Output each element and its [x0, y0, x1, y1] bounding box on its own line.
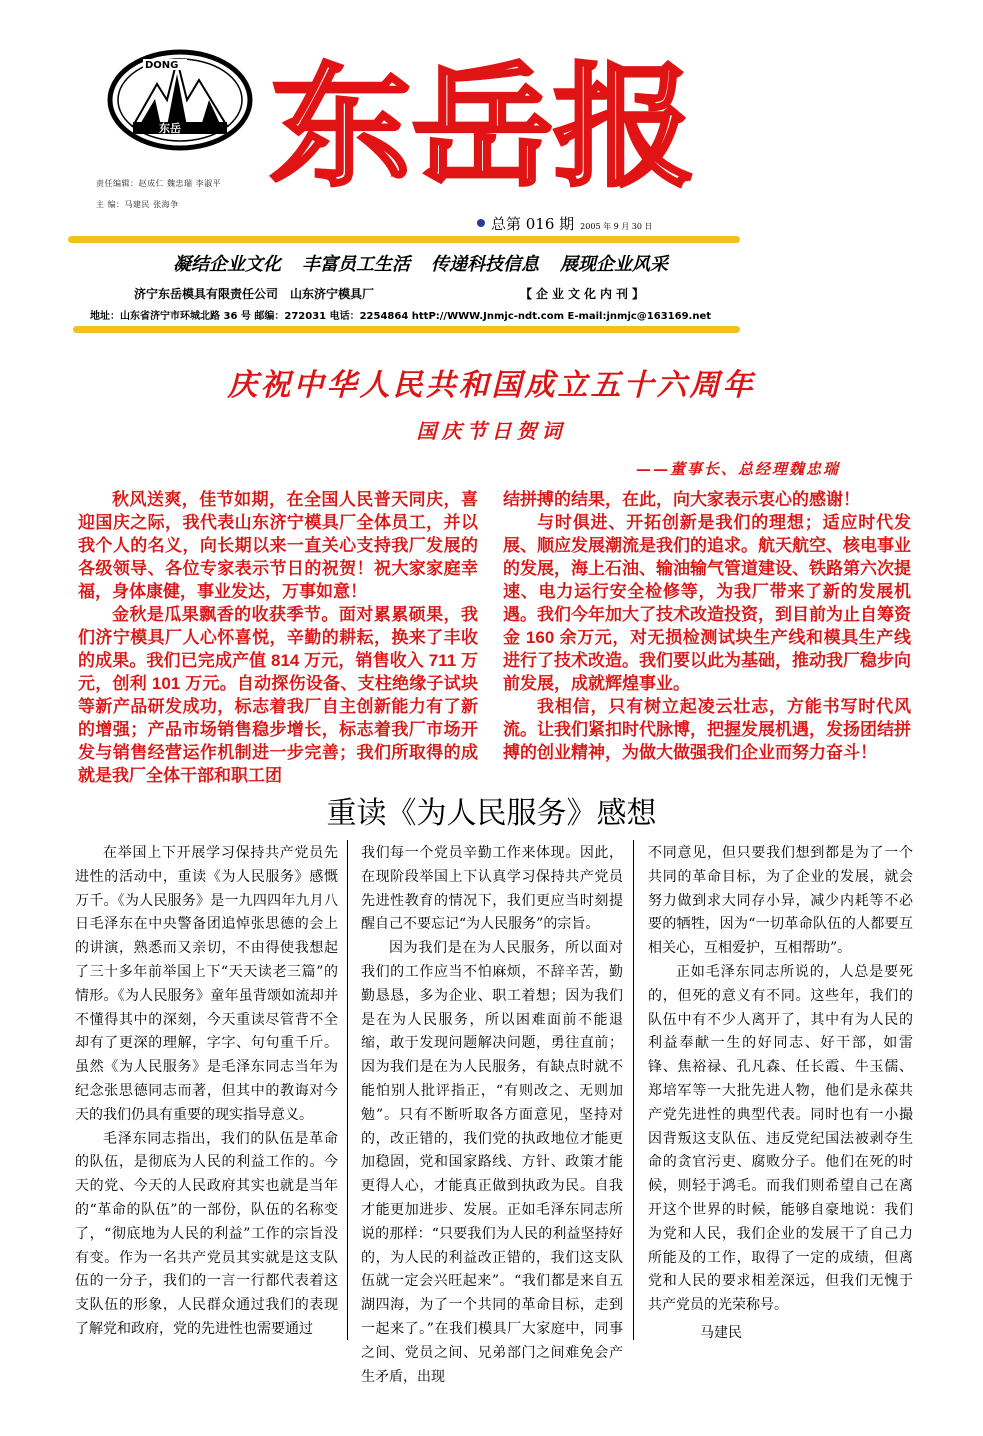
slogan-item: 展现企业风采	[560, 254, 668, 275]
article-column-3	[648, 842, 913, 1314]
dongyue-logo	[105, 44, 255, 154]
byline: ——董事长、总经理魏忠瑞	[635, 460, 840, 478]
header-rule-top	[68, 236, 740, 243]
article-paragraph: 不同意见，但只要我们想到都是为了一个共同的革命目标，为了企业的发展，就会努力做到求大同存小异，减少内耗等不必要的牺牲，因为“一切革命队伍的人都要互相关心，互相爱护，互相帮助”。	[648, 845, 913, 957]
issue-number: 总第 016 期	[491, 215, 575, 233]
column-divider	[347, 840, 348, 1340]
masthead-title-text: 东岳报	[270, 50, 695, 205]
column-divider	[633, 840, 634, 1340]
slogan-item: 传递科技信息	[431, 254, 539, 275]
issue-date: 2005 年 9 月 30 日	[580, 222, 653, 231]
article-column-1	[75, 842, 338, 1342]
company-name: 济宁东岳模具有限责任公司	[134, 287, 279, 301]
article-title: 重读《为人民服务》感想	[326, 796, 657, 831]
company-name: 山东济宁模具厂	[290, 287, 375, 301]
article-paragraph: 正如毛泽东同志所说的，人总是要死的，但死的意义有不同。这些年，我们的队伍中有不少人离开了，其中有为人民的利益奉献一生的好同志、好干部，如雷锋、焦裕禄、孔凡森、任长霞、牛玉儒、郑培军等一大批先进人物，他们是永葆共产党先进性的典型代表。同时也有一小撮因背叛这支队伍、违反党纪国法被剥夺生命的贪官污吏、腐败分子。他们在死的时候，则轻于鸿毛。而我们则希望自己在离开这个世界的时候，能够自豪地说：我们为党和人民，我们企业的发展干了自己力所能及的工作，取得了一定的成绩，但离党和人民的要求相差深远，但我们无愧于共产党员的光荣称号。	[648, 963, 913, 1314]
greeting-paragraph: 与时俱进、开拓创新是我们的理想；适应时代发展、顺应发展潮流是我们的追求。航天航空、核电事业的发展，海上石油、输油输气管道建设、铁路第六次提速、电力运行安全检修等，为我厂带来了新的发展机遇。我们今年加大了技术改造投资，到目前为止自筹资金 160 余万元，对无损检测试块生产线和模具生产线进行了技术改造。我们要以此为基础，推动我厂稳步向前发展，成就辉煌事业。	[503, 513, 911, 693]
greeting-paragraph: 我相信，只有树立起凌云壮志，方能书写时代风流。让我们紧扣时代脉博，把握发展机遇，发扬团结拼搏的创业精神，为做大做强我们企业而努力奋斗！	[503, 697, 911, 762]
editor-line-1: 责任编辑：赵成仁 魏忠瑞 李淑平	[96, 179, 222, 188]
bullet-icon	[477, 219, 485, 227]
slogan-item: 丰富员工生活	[302, 254, 410, 275]
article-author: 马建民	[700, 1325, 742, 1341]
article-paragraph: 毛泽东同志指出，我们的队伍是革命的队伍，是彻底为人民的利益工作的。今天的党、今天的人民政府其实也就是当年的“革命的队伍”的一部份，队伍的名称变了，“彻底地为人民的利益”工作的宗旨没有变。作为一名共产党员其实就是这支队伍的一分子，我们的一言一行都代表着这支队伍的形象，人民群众通过我们的表现了解党和政府，党的先进性也需要通过	[75, 1130, 338, 1337]
subheadline: 国庆节日贺词	[416, 419, 567, 443]
company-names	[134, 285, 386, 302]
logo-text-top: DONG	[145, 60, 179, 71]
greeting-paragraph: 秋风送爽，佳节如期，在全国人民普天同庆，喜迎国庆之际，我代表山东济宁模具厂全体员工，并以我个人的名义，向长期以来一直关心支持我厂发展的各级领导、各位专家表示节日的祝贺！祝大家家庭幸福，身体康健，事业发达，万事如意！	[78, 490, 478, 601]
article-paragraph: 我们每一个党员辛勤工作来体现。因此，在现阶段举国上下认真学习保持共产党员先进性教育的情况下，我们更应当时刻提醒自己不要忘记“为人民服务”的宗旨。	[361, 845, 623, 933]
headline: 庆祝中华人民共和国成立五十六周年	[227, 368, 756, 403]
issue-info	[477, 213, 653, 234]
article-paragraph: 因为我们是在为人民服务，所以面对我们的工作应当不怕麻烦，不辞辛苦，勤勤恳恳，多为企业、职工着想；因为我们是在为人民服务，所以困难面前不能退缩，敢于发现问题解决问题，勇往直前；因为我们是在为人民服务，有缺点时就不能怕别人批评指正，“有则改之、无则加勉”。只有不断听取各方面意见，坚持对的，改正错的，我们党的执政地位才能更加稳固，党和国家路线、方针、政策才能更得人心，才能真正做到执政为民。自我才能更加进步、发展。正如毛泽东同志所说的那样：“只要我们为人民的利益坚持好的，为人民的利益改正错的，我们这支队伍就一定会兴旺起来”。“我们都是来自五湖四海，为了一个共同的革命目标，走到一起来了。”在我们模具厂大家庭中，同事之间、党员之间、兄弟部门之间难免会产生矛盾，出现	[361, 940, 623, 1385]
editor-line-2: 主 编：马建民 张海争	[96, 200, 179, 209]
article-column-2	[361, 842, 623, 1385]
logo-text-bottom: 东岳	[159, 122, 181, 135]
header-rule-bottom	[73, 326, 740, 333]
slogan	[173, 250, 689, 276]
greeting-column-right	[503, 488, 911, 788]
greeting-column-left	[78, 488, 478, 788]
journal-type: 【企业文化内刊】	[520, 287, 649, 301]
contact-address: 地址：山东省济宁市环城北路 36 号 邮编：272031 电话：2254864 httP://WWW.Jnmjc-ndt.com E-mail:jnmjc@163169.net	[90, 311, 712, 322]
greeting-paragraph: 结拼搏的结果，在此，向大家表示衷心的感谢！	[503, 490, 860, 509]
article-paragraph: 在举国上下开展学习保持共产党员先进性的活动中，重读《为人民服务》感慨万千。《为人民服务》是一九四四年九月八日毛泽东在中央警备团追悼张思德的会上的讲演，熟悉而又亲切，不由得使我想起了三十多年前举国上下“天天读老三篇”的情形。《为人民服务》童年虽背颂如流却并不懂得其中的深刻，今天重读尽管背不全却有了更深的理解，字字、句句重千斤。虽然《为人民服务》是毛泽东同志当年为纪念张思德同志而著，但其中的教诲对今天的我们仍具有重要的现实指导意义。	[75, 845, 338, 1123]
slogan-item: 凝结企业文化	[173, 254, 281, 275]
masthead-title	[270, 50, 700, 205]
greeting-paragraph: 金秋是瓜果飘香的收获季节。面对累累硕果，我们济宁模具厂人心怀喜悦，辛勤的耕耘，换来了丰收的成果。我们已完成产值 814 万元，销售收入 711 万元，创利 101 万元。自动探伤设备、支柱绝缘子试块等新产品研发成功，标志着我厂自主创新能力有了新的增强；产品市场销售稳步增长，标志着我厂市场开发与销售经营运作机制进一步完善；我们所取得的成就是我厂全体干部和职工团	[78, 605, 478, 785]
